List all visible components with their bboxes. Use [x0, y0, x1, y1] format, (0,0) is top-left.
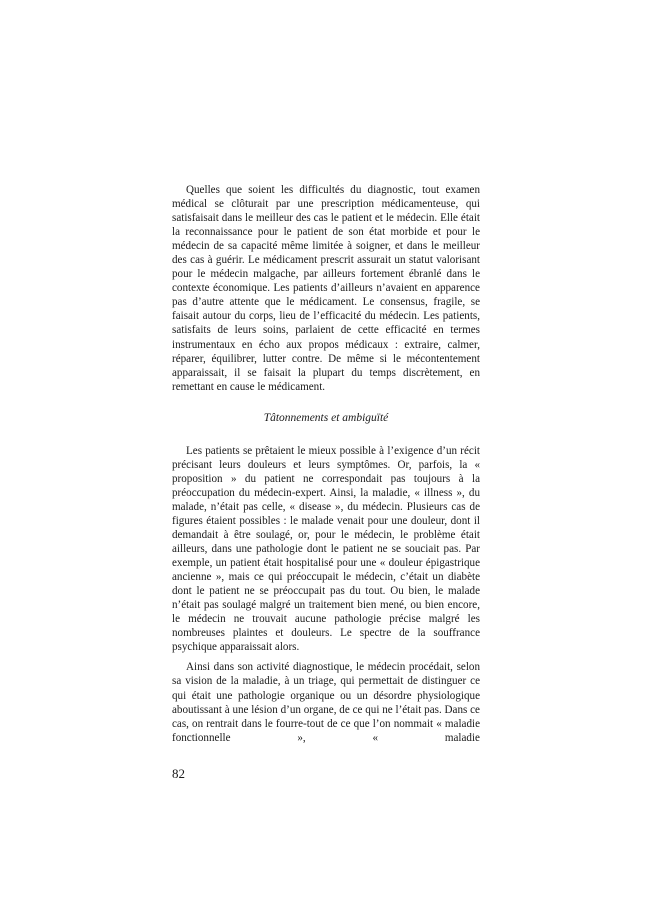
section-heading: Tâtonnements et ambiguïté	[263, 411, 389, 424]
paragraph-intro: Quelles que soient les difficultés du diagnostic, tout examen médical se clôturait par une prescription médicamenteuse, qui satisfaisait dans le meilleur des cas le patient et le médecin. Elle était la reconnaissance pour le patient de son état morbide et pour le médecin de sa capacité même limitée à soigner, et dans le meilleur des cas à guérir. Le médicament prescrit assurait un statut valorisant pour le médecin malgache, par ailleurs fortement ébranlé dans le contexte économique. Les patients d’ailleurs n’avaient en apparence pas d’autre attente que le médicament. Le consensus, fragile, se faisait autour du corps, lieu de l’efficacité du médecin. Les patients, satisfaits de leurs soins, parlaient de cette efficacité en termes instrumentaux en écho aux propos médicaux : extraire, calmer, réparer, équilibrer, lutter contre. De même si le mécontentement apparaissait, il se faisait la plupart du temps discrètement, en remettant en cause le médicament.	[172, 184, 480, 393]
page-body	[172, 183, 480, 745]
paragraph-section-2: Ainsi dans son activité diagnostique, le médecin procédait, selon sa vision de la maladie, à un triage, qui permettait de distinguer ce qui était une pathologie organique ou un désordre physiologique aboutissant à une lésion d’un organe, de ce qui ne l’était pas. Dans ce cas, on rentrait dans le fourre-tout de ce que l’on nommait « maladie fonctionnelle », « maladie	[172, 661, 480, 744]
paragraph-section-1: Les patients se prêtaient le mieux possible à l’exigence d’un récit précisant leurs douleurs et leurs symptômes. Or, parfois, la « proposition » du patient ne correspondait pas toujours à la préoccupation du médecin-expert. Ainsi, la maladie, « illness », du malade, n’était pas celle, « disease », du médecin. Plusieurs cas de figures étaient possibles : le malade venait pour une douleur, dont il demandait à être soulagé, or, pour le médecin, le problème était ailleurs, dans une pathologie dont le patient ne se souciait pas. Par exemple, un patient était hospitalisé pour une « douleur épigastrique ancienne », mais ce qui préoccupait le médecin, c’était un diabète dont le patient ne se préoccupait pas du tout. Ou bien, le malade n’était pas soulagé malgré un traitement bien mené, ou bien encore, le médecin ne trouvait aucune pathologie précise malgré les nombreuses plaintes et douleurs. Le spectre de la souffrance psychique apparaissait alors.	[172, 444, 480, 654]
page-number: 82	[172, 766, 185, 781]
